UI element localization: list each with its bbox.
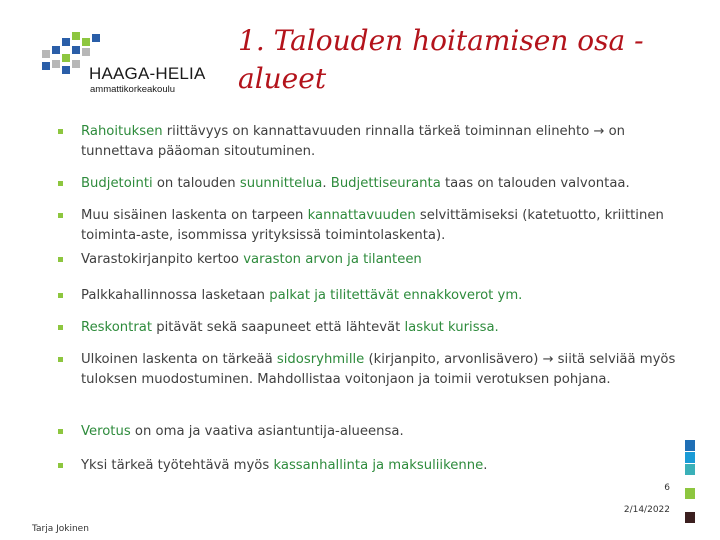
highlight-text: kannattavuuden: [307, 208, 416, 223]
bullet-text: siitä selviää myös tuloksen muodostuminen. Mahdollistaa voitonjaon ja toimii verotuksen pohjana.: [81, 352, 676, 387]
logo-square: [82, 48, 90, 56]
accent-strip-block: [685, 488, 695, 499]
bullet-item: [56, 206, 676, 246]
logo-square: [72, 32, 80, 40]
bullet-text: selvittämiseksi (katetuotto, kriittinen toiminta-aste, isommissa yrityksissä toimintolaskenta).: [81, 208, 664, 243]
highlight-text: Budjettiseuranta: [330, 176, 441, 191]
accent-strip-block: [685, 440, 695, 451]
page-number: 6: [664, 483, 670, 493]
logo-square: [52, 46, 60, 54]
bullet-marker-icon: [58, 293, 63, 298]
bullet-item: [56, 174, 676, 194]
bullet-marker-icon: [58, 213, 63, 218]
bullet-item: [56, 318, 676, 338]
highlight-text: palkat ja tilitettävät ennakkoverot ym.: [269, 288, 523, 303]
bullet-item: [56, 456, 676, 476]
bullet-text: Varastokirjanpito kertoo: [81, 252, 244, 267]
slide-title: 1. Talouden hoitamisen osa -alueet: [238, 24, 644, 95]
haaga-helia-logo: [38, 32, 208, 102]
bullet-item: [56, 350, 676, 390]
highlight-text: Rahoituksen: [81, 124, 163, 139]
accent-strip-block: [685, 500, 695, 511]
bullet-item: [56, 286, 676, 306]
highlight-text: laskut kurissa.: [404, 320, 499, 335]
accent-strip-block: [685, 476, 695, 487]
bullet-marker-icon: [58, 463, 63, 468]
bullet-marker-icon: [58, 357, 63, 362]
highlight-text: Reskontrat: [81, 320, 152, 335]
highlight-text: sidosryhmille: [276, 352, 365, 367]
logo-square: [72, 46, 80, 54]
bullet-marker-icon: [58, 429, 63, 434]
bullet-marker-icon: [58, 129, 63, 134]
highlight-text: Budjetointi: [81, 176, 153, 191]
accent-strip-block: [685, 452, 695, 463]
bullet-text: .: [483, 458, 488, 473]
bullet-text: taas on talouden valvontaa.: [440, 176, 630, 191]
author-name: Tarja Jokinen: [32, 524, 89, 534]
logo-square: [72, 60, 80, 68]
slide-date: 2/14/2022: [623, 505, 670, 515]
bullet-item: [56, 122, 676, 162]
logo-square: [82, 38, 90, 46]
bullet-text: Palkkahallinnossa lasketaan: [81, 288, 270, 303]
bullet-text: riittävyys on kannattavuuden rinnalla tärkeä toiminnan elinehto: [162, 124, 594, 139]
accent-strip-block: [685, 512, 695, 523]
bullet-text: on tunnettava pääoman sitoutuminen.: [81, 124, 625, 159]
bullet-text: .: [322, 176, 331, 191]
bullet-text: on oma ja vaativa asiantuntija-alueensa.: [130, 424, 404, 439]
bullet-text: Muu sisäinen laskenta on tarpeen: [81, 208, 308, 223]
bullet-text: (kirjanpito, arvonlisävero): [364, 352, 543, 367]
logo-square: [62, 38, 70, 46]
highlight-text: suunnittelua: [239, 176, 323, 191]
highlight-text: varaston arvon ja tilanteen: [243, 252, 422, 267]
logo-square: [42, 50, 50, 58]
highlight-text: kassanhallinta ja maksuliikenne: [273, 458, 484, 473]
bullet-marker-icon: [58, 325, 63, 330]
bullet-item: [56, 250, 676, 270]
bullet-text: Ulkoinen laskenta on tärkeää: [81, 352, 277, 367]
accent-strip-block: [685, 464, 695, 475]
logo-name: HAAGA-HELIA: [89, 64, 206, 83]
bullet-text: pitävät sekä saapuneet että lähtevät: [152, 320, 405, 335]
logo-square: [42, 62, 50, 70]
bullet-marker-icon: [58, 181, 63, 186]
logo-square: [62, 66, 70, 74]
logo-square: [92, 34, 100, 42]
logo-square: [62, 54, 70, 62]
bullet-text: Yksi tärkeä työtehtävä myös: [81, 458, 274, 473]
highlight-text: Verotus: [81, 424, 131, 439]
arrow-icon: →: [593, 124, 605, 139]
bullet-item: [56, 422, 676, 442]
logo-square: [52, 60, 60, 68]
bullet-marker-icon: [58, 257, 63, 262]
arrow-icon: →: [542, 352, 554, 367]
logo-subtitle: ammattikorkeakoulu: [90, 84, 176, 95]
bullet-text: on talouden: [152, 176, 240, 191]
